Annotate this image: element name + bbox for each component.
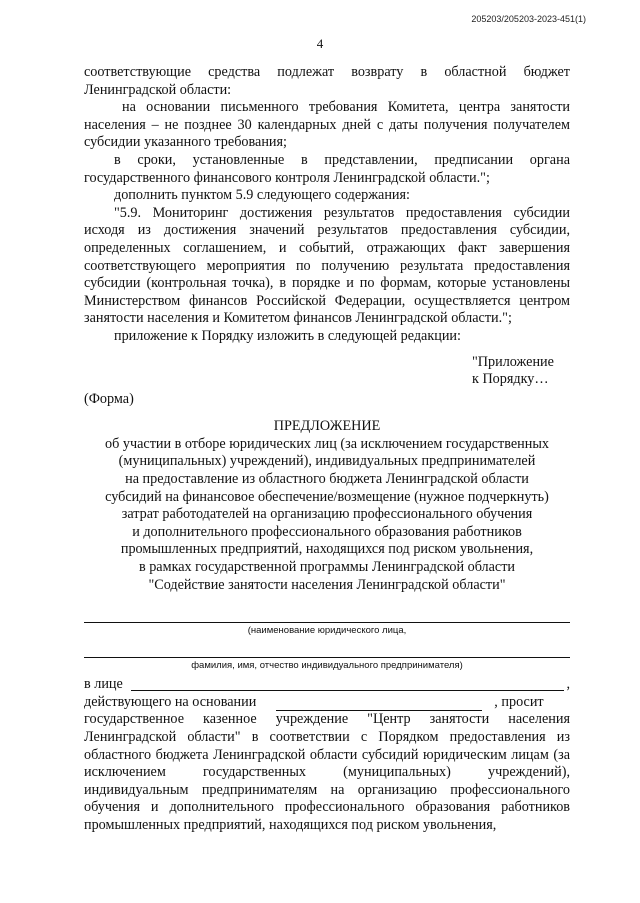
paragraph-refund: соответствующие средства подлежат возврату в областной бюджет Ленинградской области: xyxy=(84,64,570,98)
request-text: государственное казенное учреждение "Центр занятости населения Ленинградской области" в соответствии с Порядком предоставления из областного бюджета Ленинградской области субсидий юридическим лицам (за исключением государственных (муниципальных) учреждений), индивидуальным предпринимателям на организацию профессионального обучения и дополнительного профессионального образования работников промышленных предприятий, находящихся под риском увольнения, xyxy=(84,711,570,833)
basis-line xyxy=(276,698,482,711)
basis-label: действующего на основании xyxy=(84,693,257,710)
proposal-line: "Содействие занятости населения Ленинградской области" xyxy=(148,576,506,593)
representative-label: в лице xyxy=(84,676,123,693)
proposal-line: затрат работодателей на организацию профессионального обучения xyxy=(121,506,533,523)
paragraph-written-request: на основании письменного требования Комитета, центра занятости населения – не позднее 30 календарных дней с даты получения получателем субсидии указанного требования; xyxy=(84,99,570,151)
proposal-subtitle xyxy=(84,436,570,594)
proposal-title: ПРЕДЛОЖЕНИЕ xyxy=(273,418,381,435)
appendix-line-1: "Приложение xyxy=(472,353,554,370)
form-label: (Форма) xyxy=(84,390,134,407)
representative-line xyxy=(131,678,565,691)
paragraph-clause-5-9: "5.9. Мониторинг достижения результатов предоставления субсидии исходя из достижения значений результатов предоставления субсидии, определенных соглашением, и событий, отражающих факт завершения соответствующего мероприятия по получению результата предоставления субсидии (контрольная точка), в порядке и по формам, которые установлены Министерством финансов Российской Федерации, осуществляется центром занятости населения и Комитетом финансов Ленинградской области."; xyxy=(84,204,570,327)
basis-row xyxy=(84,694,570,712)
proposal-line: промышленных предприятий, находящихся под риском увольнения, xyxy=(120,541,534,558)
page-number: 4 xyxy=(316,36,324,51)
proposal-line: в рамках государственной программы Ленинградской области xyxy=(138,559,516,576)
paragraph-appendix-statement: приложение к Порядку изложить в следующей редакции: xyxy=(114,327,461,344)
proposal-line: и дополнительного профессионального образования работников xyxy=(132,523,522,540)
proposal-line: субсидий на финансовое обеспечение/возмещение (нужное подчеркнуть) xyxy=(105,488,549,505)
paragraph-add-clause: дополнить пунктом 5.9 следующего содержания: xyxy=(114,187,410,204)
paragraph-deadlines: в сроки, установленные в представлении, предписании органа государственного финансового контроля Ленинградской области."; xyxy=(84,151,570,186)
entity-name-line xyxy=(84,608,570,623)
appendix-line-2: к Порядку… xyxy=(472,371,549,388)
appendix-reference xyxy=(472,354,570,389)
representative-comma: , xyxy=(566,676,570,693)
asks-label: , просит xyxy=(494,693,544,710)
document-body xyxy=(84,64,570,835)
proposal-line: об участии в отборе юридических лиц (за исключением государственных xyxy=(105,435,549,452)
entrepreneur-name-line xyxy=(84,643,570,658)
proposal-line: на предоставление из областного бюджета Ленинградской области xyxy=(125,471,529,488)
proposal-line: (муниципальных) учреждений), индивидуальных предпринимателей xyxy=(118,453,536,470)
representative-row xyxy=(84,676,570,694)
entrepreneur-name-caption: фамилия, имя, отчество индивидуального предпринимателя) xyxy=(191,660,463,672)
entity-name-caption: (наименование юридического лица, xyxy=(247,625,407,637)
document-id: 205203/205203-2023-451(1) xyxy=(471,14,586,24)
